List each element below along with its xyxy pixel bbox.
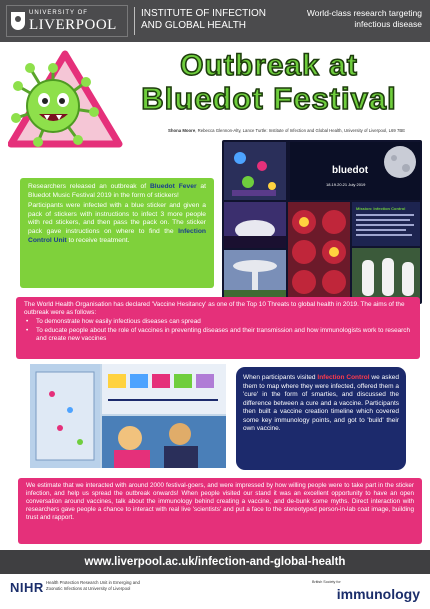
infection-control-photos [30,364,226,468]
crest-icon [11,12,25,30]
intro-paragraph-1 [28,183,206,200]
summary-box: We estimate that we interacted with around 2000 festival-goers, and were impressed by how willing people were to take part in the sticker infection, and help us spread the outbreak onwards! When people visited our stand it was an excellent opportunity to have an open conversation around vaccines, talk about the immunology behind creating a vaccine, and de-bunk some myths. Direct interaction with researchers gave people a chance to interact with real live 'scientists' and put a face to the stereotyped person-in-lab coat image, building trust and rapport. [18,478,422,544]
institute-name: INSTITUTE OF INFECTION AND GLOBAL HEALTH [141,8,266,31]
institute-url-link[interactable]: www.liverpool.ac.uk/infection-and-global-health [0,550,430,574]
header-bar [0,0,430,42]
mission-card-title: Mission: Infection Control [356,206,406,211]
who-intro-text: The World Health Organisation has declared 'Vaccine Hesitancy' as one of the Top 10 Threats to global health in 2019. The aims of the outbreak were as follows: [24,301,405,317]
lead-author: Shona Moore [168,128,196,133]
intro-box [20,178,214,288]
poster-title [118,50,420,116]
bluedot-logo: bluedot [332,165,369,176]
intro-text: Participants were infected with a blue sticker and given a pack of stickers with instructions to infect 3 more people with red stickers, and then pass the pack on. The sticker pack gave instructions on where to find the [28,202,206,235]
intro-paragraph-2 [28,202,206,245]
authors-line [168,128,426,133]
infection-control-box [236,367,406,470]
title-line-1: Outbreak at [180,49,358,82]
ic-text: When participants visited [243,374,318,381]
liverpool-label: LIVERPOOL [29,17,117,33]
infection-control-highlight: Infection Control [317,374,370,381]
university-of-label: UNIVERSITY OF [29,10,88,16]
intro-text: at Bluedot Music Festival 2019 in the form of stickers! [28,183,207,199]
aim-item: • To educate people about the role of vaccines in preventing diseases and their transmission and how immunologists work to research and create new vaccines [24,327,412,343]
bluedot-fever-highlight: Bluedot Fever [149,183,197,190]
footer [0,574,430,609]
virus-hazard-icon [8,48,123,148]
title-line-2: Bluedot Festival [141,81,397,116]
festival-photo-collage [222,140,422,304]
header-tagline: World-class research targeting infectious disease [306,8,422,29]
university-logo[interactable] [6,5,128,37]
who-aims-box [16,297,420,359]
collage-graphic [222,140,422,304]
map-and-timeline-photos [30,364,226,468]
aim-item: • To demonstrate how easily infectious diseases can spread [24,318,412,326]
aims-list [24,318,412,343]
author-affiliations: , Rebecca Glennon-Alty, Lance Turtle: Institute of Infection and Global Health, University of Liverpool, L69 7BE [195,128,406,133]
nihr-unit-text: Health Protection Research Unit in Emerging and Zoonotic Infections at University of Liverpool [46,580,140,591]
ic-text: we asked them to map where they were infected, offered them a 'cure' in the form of smarties, and discussed the difference between a cure and a vaccine. Participants then built a vaccine creation timeline which covered some key immunology points, and got to 'build' their own vaccine. [243,374,399,432]
bsi-small-label: British Society for [312,580,341,584]
header-divider [134,7,135,35]
infection-control-unit-highlight: Infection Control Unit [28,227,206,244]
intro-text: Researchers released an outbreak of [28,183,150,190]
intro-text: to receive treatment. [66,236,130,244]
bsi-immunology-logo: immunology [336,586,420,602]
nihr-logo: NIHR [10,580,44,595]
bluedot-dates: 18.19.20.21 July 2019 [326,182,366,187]
